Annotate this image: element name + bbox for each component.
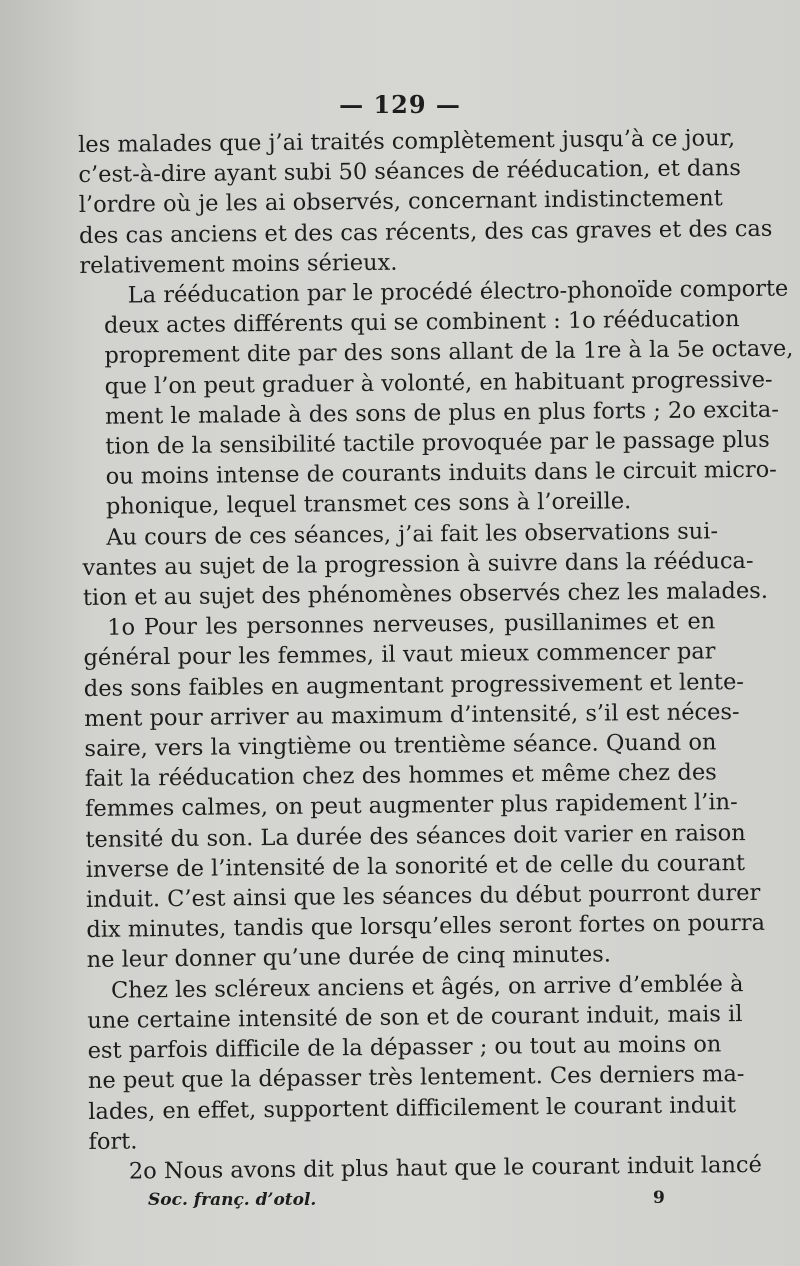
text-line: une certaine intensité de son et de courant induit, mais il bbox=[87, 1000, 743, 1034]
text-line: fort. bbox=[88, 1128, 138, 1155]
paragraph-6 bbox=[89, 1150, 762, 1187]
text-line: fait la rééducation chez des hommes et même chez des bbox=[84, 759, 717, 793]
text-line: inverse de l’intensité de la sonorité et de celle du courant bbox=[85, 849, 746, 883]
text-line: Au cours de ces séances, j’ai fait les observations sui- bbox=[106, 517, 719, 551]
text-line: ment le malade à des sons de plus en plus forts ; 2o excita- bbox=[104, 396, 779, 430]
text-line: des cas anciens et des cas récents, des cas graves et des cas bbox=[78, 215, 773, 249]
text-line: phonique, lequel transmet ces sons à l’oreille. bbox=[105, 488, 632, 521]
text-line: ou moins intense de courants induits dans le circuit micro- bbox=[105, 456, 777, 490]
text-line: induit. C’est ainsi que les séances du début pourront durer bbox=[85, 879, 761, 914]
text-line: 2o Nous avons dit plus haut que le courant induit lancé bbox=[128, 1151, 762, 1185]
text-line: Chez les scléreux anciens et âgés, on arrive d’emblée à bbox=[110, 970, 744, 1004]
text-line: est parfois difficile de la dépasser ; ou tout au moins on bbox=[87, 1031, 722, 1065]
footer-signature-number: 9 bbox=[653, 1188, 665, 1208]
text-line: proprement dite par des sons allant de la 1re à la 5e octave, bbox=[104, 335, 794, 370]
text-line: relativement moins sérieux. bbox=[79, 249, 398, 279]
paragraph-1 bbox=[78, 123, 773, 281]
text-line: dix minutes, tandis que lorsqu’elles seront fortes on pourra bbox=[86, 910, 766, 944]
text-line: l’ordre où je les ai observés, concernant indistinctement bbox=[78, 185, 723, 219]
page-number: — 129 — bbox=[339, 90, 461, 119]
text-line: vantes au sujet de la progression à suivre dans la rééduca- bbox=[82, 547, 754, 581]
paragraph-4 bbox=[83, 607, 766, 976]
footer-journal: Soc. franç. d’otol. bbox=[148, 1190, 317, 1210]
paragraph-2 bbox=[80, 274, 794, 522]
text-line: ment pour arriver au maximum d’intensité, s’il est néces- bbox=[84, 698, 740, 732]
text-line: La rééducation par le procédé électro-phonoïde comporte bbox=[127, 275, 789, 309]
text-line: lades, en effet, supportent difficilement le courant induit bbox=[88, 1091, 737, 1125]
paragraph-5 bbox=[87, 969, 745, 1157]
text-line: ne leur donner qu’une durée de cinq minutes. bbox=[86, 941, 612, 974]
text-line: les malades que j’ai traités complètement jusqu’à ce jour, bbox=[78, 125, 736, 158]
text-line: que l’on peut graduer à volonté, en habituant progressive- bbox=[104, 366, 773, 400]
body-text bbox=[78, 123, 794, 1187]
text-line: général pour les femmes, il vaut mieux commencer par bbox=[83, 638, 716, 672]
text-line: 1o Pour les personnes nerveuses, pusillanimes et en bbox=[107, 608, 716, 641]
text-line: deux actes différents qui se combinent : 1o rééducation bbox=[103, 306, 740, 339]
paragraph-3 bbox=[82, 516, 769, 613]
text-line: tensité du son. La durée des séances doit varier en raison bbox=[85, 819, 746, 853]
text-line: des sons faibles en augmentant progressivement et lente- bbox=[83, 668, 745, 702]
text-line: ne peut que la dépasser très lentement. Ces derniers ma- bbox=[87, 1061, 745, 1095]
text-line: femmes calmes, on peut augmenter plus rapidement l’in- bbox=[84, 789, 738, 823]
text-line: c’est-à-dire ayant subi 50 séances de rééducation, et dans bbox=[78, 155, 741, 189]
text-line: saire, vers la vingtième ou trentième séance. Quand on bbox=[84, 729, 717, 763]
text-line: tion de la sensibilité tactile provoquée par le passage plus bbox=[105, 426, 770, 460]
text-line: tion et au sujet des phénomènes observés chez les malades. bbox=[82, 577, 769, 612]
